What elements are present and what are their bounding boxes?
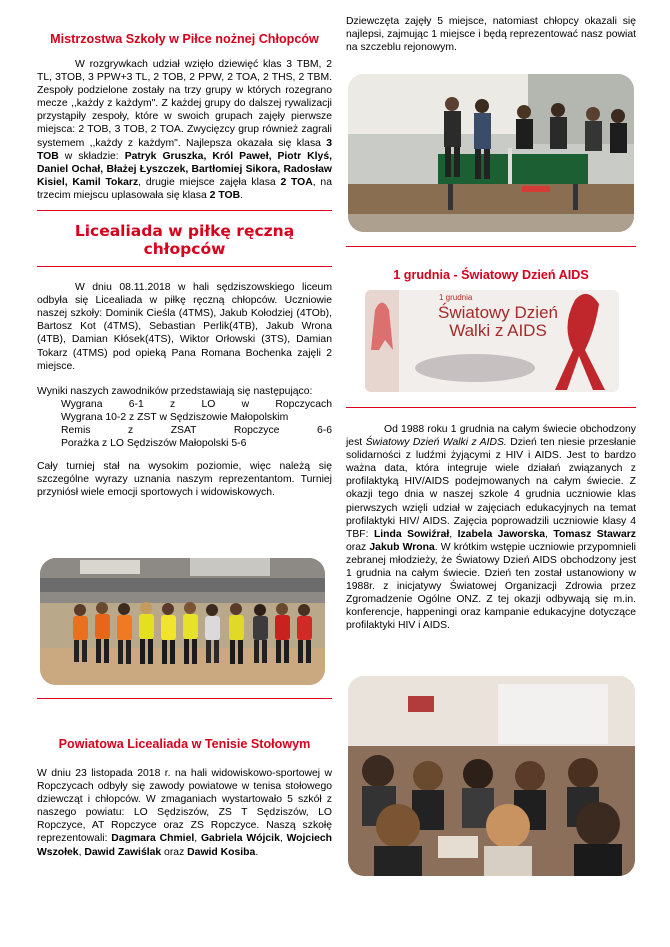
handball-summary: Cały turniej stał na wysokim poziomie, więc należą się szczególne wyrazy uznania naszym reprezentantom. Turniej przyniósł wiele emocji sportowych i widowiskowych. (37, 461, 332, 499)
result-item: Remis z ZSAT Ropczyce 6-6 (61, 424, 332, 436)
football-title: Mistrzostwa Szkoły w Piłce nożnej Chłopców (50, 32, 319, 46)
tabletennis-text: W dniu 23 listopada 2018 r. na hali widowiskowo-sportowej w Ropczycach odbyły się zawody powiatowe w tenisa stołowego dziewcząt i chłopców. W zmaganiach wystartowało 5 szkół z naszego powiatu: LO Sędziszów, ZS T Sędziszów, LO Ropczyce, AT Ropczyce oraz ZS Ropczyce. Naszą szkołę reprezentowali: Dagmara Chmiel, Gabriela Wójcik, Wojciech Wszołek, Dawid Zawiślak oraz Dawid Kosiba. (37, 768, 332, 858)
result-item: Porażka z LO Sędziszów Małopolski 5-6 (61, 438, 247, 450)
left-lower (37, 698, 332, 859)
tabletennis-title: Powiatowa Licealiada w Tenisie Stołowym (58, 737, 311, 751)
tabletennis-continuation: Dziewczęta zajęły 5 miejsce, natomiast chłopcy okazali się najlepsi, zajmując 1 miejsce i będą reprezentować nasz powiat na szczeblu rejonowym. (346, 16, 636, 54)
handball-text: W dniu 08.11.2018 w hali sędziszowskiego liceum odbyła się Licealiada w piłkę ręczną chłopców. Uczniowie naszej szkoły: Dominik Cieśla (4TMS), Jakub Kołodziej (4TOb), Bartosz Kot (4TMS), Sebastian Perlik(4TB), Jakub Wrona (4TB), Damian Kłósek(4TS), Wiktor Orłowski (3TS), Damian Tokarz (4TMS) pod opieką Pana Romana Bochenka zajęli 2 miejsce. (37, 282, 332, 372)
left-column (37, 0, 332, 499)
aids-text: Od 1988 roku 1 grudnia na całym świecie obchodzony jest Światowy Dzień Walki z AIDS. Dzień ten niesie przesłanie solidarności z ludźmi żyjącymi z HIV i AIDS. Jest to bardzo ważna data, która integruje wiele działań związanych z profilaktyką HIV/AIDS podejmowanych na całym świecie. Z okazji tego dnia w naszej szkole 4 grudnia uczniowie klas pierwszych wzięli udział w zajęciach edukacyjnych na temat profilaktyki HIV/ AIDS. Zajęcia poprowadzili uczniowie klasy 4 TBF: Linda Sowiźrał, Izabela Jaworska, Tomasz Stawarz oraz Jakub Wrona. W krótkim wstępie uczniowie przypomnieli zebranej młodzieży, że Światowy Dzień AIDS obchodzony jest 1 grudnia na całym świecie. Dzień ten został ustanowiony w 1988r. z inicjatywy Światowej Organizacji Zdrowia przez Zgromadzenie Ogólne ONZ. Z tej okazji odbywają się m.in. konferencje, happeningi oraz kampanie edukacyjne dotyczące profilaktyki HIV i AIDS. (346, 424, 636, 632)
section-divider (37, 698, 332, 699)
right-column (346, 15, 636, 54)
handball-title: Licealiada w piłkę ręczną chłopców (74, 222, 295, 259)
right-aids-text (346, 407, 636, 633)
poster-date: 1 grudnia (439, 293, 473, 302)
aids-title: 1 grudnia - Światowy Dzień AIDS (393, 268, 589, 282)
football-text: W rozgrywkach udział wzięło dziewięć klas 3 TBM, 2 TL, 3TOB, 3 PPW+3 TL, 2 TOB, 2 PPW, 2 TOA, 2 THS, 2 TBM. Zespoły podzielone zostały na trzy grupy w których rozegrano mecze ,,każdy z każdym". Z każdej grupy do dalszej rywalizacji przystąpiły zespoły, które w swoich grupach zajęły pierwsze miejsca: 2 TOB, 3 TOB, 2 TOA. Zwycięzcy grup również zagrali systemem ,,każdy z każdym". Najlepsza okazała się klasa 3 TOB w składzie: Patryk Gruszka, Król Paweł, Piotr Klyś, Daniel Ochał, Błażej Łyszczek, Bartłomiej Sikora, Radosław Kisiel, Kamil Tokarz, drugie miejsce zajęła klasa 2 TOA, na trzecim miejscu uplasowała się klasa 2 TOB. (37, 59, 332, 201)
handball-results (37, 398, 332, 450)
handball-photo (40, 558, 325, 685)
section-divider (37, 266, 332, 267)
aids-poster (365, 290, 619, 392)
handball-results-intro: Wyniki naszych zawodników przedstawiają się następująco: (37, 385, 313, 397)
result-item: Wygrana 6-1 z LO w Ropczycach (61, 398, 332, 410)
poster-heading: Światowy Dzień Walki z AIDS (438, 303, 558, 340)
section-divider (346, 407, 636, 408)
section-divider (37, 210, 332, 211)
result-item: Wygrana 10-2 z ZST w Sędziszowie Małopolskim (61, 411, 289, 423)
aids-photo (348, 676, 635, 876)
tabletennis-photo (348, 74, 634, 232)
section-divider (346, 246, 636, 247)
right-aids (346, 246, 636, 282)
